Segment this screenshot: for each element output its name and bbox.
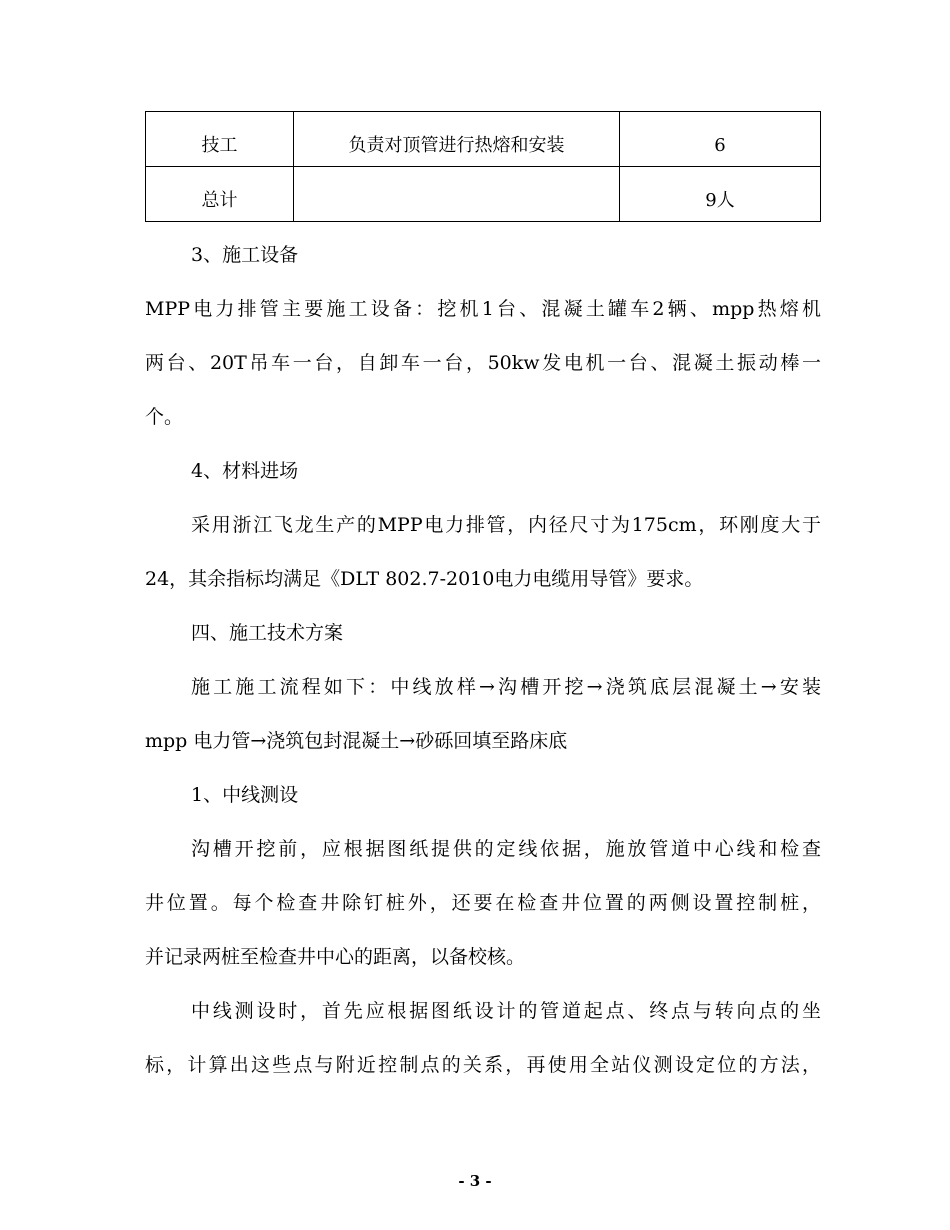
count-cell: 6 (620, 112, 821, 167)
role-cell: 技工 (146, 112, 294, 167)
paragraph-line: MPP电力排管主要施工设备：挖机1台、混凝土罐车2辆、mpp热熔机 (145, 298, 821, 320)
section-heading: 3、施工设备 (191, 244, 299, 266)
paragraph-line: 并记录两桩至检查井中心的距离，以备校核。 (145, 946, 526, 968)
count-cell: 9人 (620, 167, 821, 222)
page-number: - 3 - (458, 1172, 492, 1190)
duty-cell (294, 167, 620, 222)
paragraph-line: 施工施工流程如下：中线放样→沟槽开挖→浇筑底层混凝土→安装 (191, 676, 821, 698)
section-heading: 4、材料进场 (191, 460, 299, 482)
role-cell: 总计 (146, 167, 294, 222)
section-heading: 四、施工技术方案 (191, 622, 344, 644)
paragraph-line: 井位置。每个检查井除钉桩外，还要在检查井位置的两侧设置控制桩， (145, 892, 821, 914)
staff-table (145, 111, 821, 222)
table-row (146, 167, 821, 222)
paragraph-line: 采用浙江飞龙生产的MPP电力排管，内径尺寸为175cm，环刚度大于 (191, 514, 821, 536)
section-heading: 1、中线测设 (191, 784, 299, 806)
paragraph-line: 两台、20T吊车一台，自卸车一台，50kw发电机一台、混凝土振动棒一 (145, 352, 821, 374)
paragraph-line: 24，其余指标均满足《DLT 802.7-2010电力电缆用导管》要求。 (145, 568, 704, 590)
paragraph-line: mpp 电力管→浇筑包封混凝土→砂砾回填至路床底 (145, 730, 568, 752)
paragraph-line: 个。 (145, 406, 184, 428)
paragraph-line: 标，计算出这些点与附近控制点的关系，再使用全站仪测设定位的方法， (145, 1054, 821, 1076)
table-row (146, 112, 821, 167)
body-text (145, 228, 821, 1092)
paragraph-line: 沟槽开挖前，应根据图纸提供的定线依据，施放管道中心线和检查 (191, 838, 821, 860)
duty-cell: 负责对顶管进行热熔和安装 (294, 112, 620, 167)
paragraph-line: 中线测设时，首先应根据图纸设计的管道起点、终点与转向点的坐 (191, 1000, 821, 1022)
